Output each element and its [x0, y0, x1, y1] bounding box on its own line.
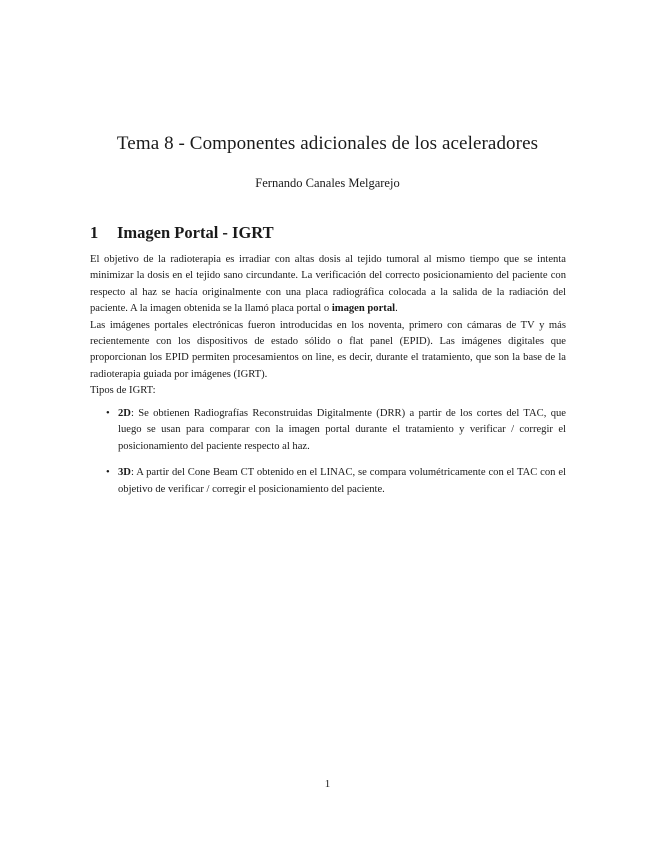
document-title: Tema 8 - Componentes adicionales de los aceleradores [116, 133, 539, 154]
paragraph-objective-text: El objetivo de la radioterapia es irradiar con altas dosis al tejido tumoral al mismo tiempo que se intenta minimizar la dosis en el tejido sano circundante. La verificación del correcto posicionamiento del paciente con respecto al haz se hacía originalmente con una placa radiográfica colocada a la salida de la radiación del paciente. A la imagen obtenida se la llamó placa portal o [90, 254, 566, 315]
list-item [104, 406, 566, 455]
section-body [90, 252, 566, 400]
list-item-label: 3D [118, 467, 131, 479]
paragraph-objective-end: . [395, 303, 398, 315]
page-number: 1 [324, 778, 331, 790]
paragraph-objective [90, 252, 566, 318]
bullet-icon: • [106, 408, 110, 419]
document-author: Fernando Canales Melgarejo [255, 176, 400, 190]
list-item [104, 465, 566, 498]
bullet-icon: • [106, 467, 110, 479]
list-item-text: : Se obtienen Radiografías Reconstruidas Digitalmente (DRR) a partir de los cortes del TAC, que luego se usan para comparar con la imagen portal durante el tratamiento y verificar / corregir el posicionamiento del paciente respecto al haz. [118, 408, 566, 452]
paragraph-igrt-types: Tipos de IGRT: [90, 385, 156, 397]
section-heading [90, 223, 274, 243]
list-item-text: : A partir del Cone Beam CT obtenido en el LINAC, se compara volumétricamente con el TAC con el objetivo de verificar / corregir el posicionamiento del paciente. [118, 467, 566, 495]
paragraph-epid: Las imágenes portales electrónicas fueron introducidas en los noventa, primero con cámaras de TV y más recientemente con los dispositivos de estado sólido o flat panel (EPID). Las imágenes digitales que proporcionan los EPID permiten procesamientos on line, es decir, durante el tratamiento, que son la base de la radioterapia guiada por imágenes (IGRT). [90, 319, 566, 380]
section-number: 1 [90, 223, 99, 242]
list-item-label: 2D [118, 408, 131, 419]
igrt-types-list [104, 406, 566, 508]
paragraph-objective-bold-term: imagen portal [331, 303, 396, 315]
section-title: Imagen Portal - IGRT [117, 223, 274, 242]
